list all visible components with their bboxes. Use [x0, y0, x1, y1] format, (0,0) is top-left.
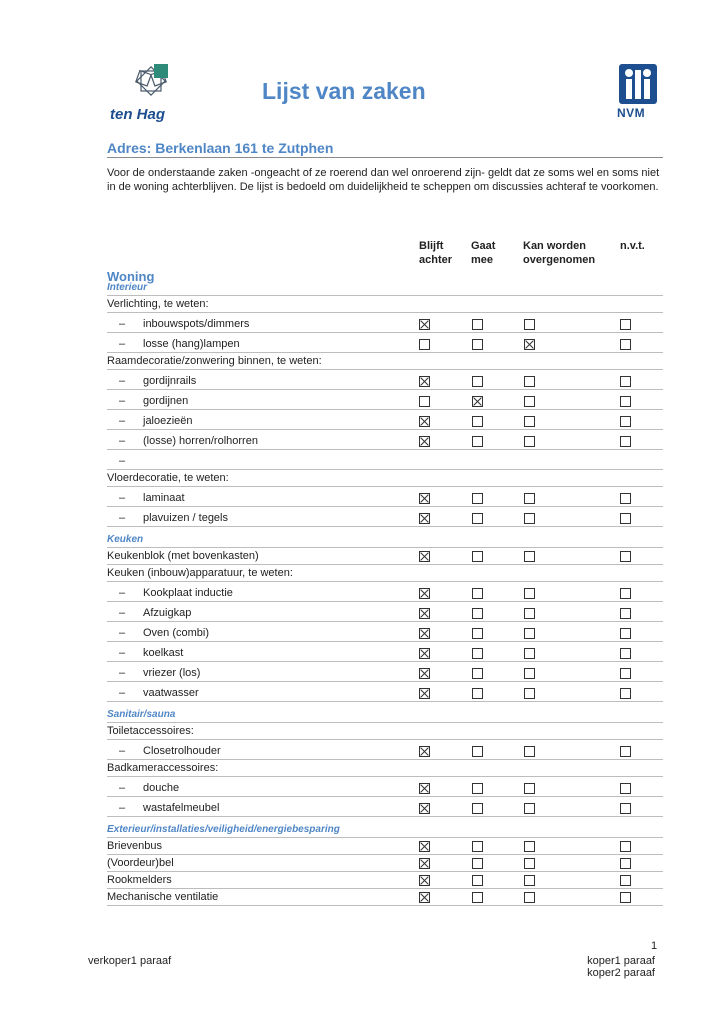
- list-dash: –: [119, 318, 126, 330]
- row-label: Afzuigkap: [143, 607, 192, 619]
- nvm-brand-text: NVM: [617, 106, 646, 120]
- brand-name: ten Hag: [110, 106, 166, 123]
- checkbox-unchecked[interactable]: [620, 875, 631, 886]
- checkbox-unchecked[interactable]: [472, 436, 483, 447]
- list-dash: –: [119, 395, 126, 407]
- checkbox-checked[interactable]: [419, 648, 430, 659]
- table-row: [107, 776, 663, 797]
- table-row: [107, 506, 663, 527]
- list-dash: –: [119, 415, 126, 427]
- address-heading: Adres: Berkenlaan 161 te Zutphen: [107, 140, 334, 156]
- row-label: Keuken: [107, 534, 144, 545]
- table-row: [107, 601, 663, 622]
- checkbox-unchecked[interactable]: [472, 588, 483, 599]
- table-row: [107, 661, 663, 682]
- list-dash: –: [119, 627, 126, 639]
- checkbox-unchecked[interactable]: [620, 803, 631, 814]
- checkbox-unchecked[interactable]: [524, 551, 535, 562]
- intro-text: Voor de onderstaande zaken -ongeacht of ze roerend dan wel onroerend zijn- geldt dat ze soms wel en soms niet in de woning achterblijven. De lijst is bedoeld om duidelijkheid te scheppen om discussies achteraf te voorkomen.: [107, 167, 660, 193]
- row-label: Closetrolhouder: [143, 745, 221, 757]
- row-label: Sanitair/sauna: [107, 709, 176, 720]
- footer-seller-initials: verkoper1 paraaf: [88, 955, 172, 967]
- checkbox-unchecked[interactable]: [419, 396, 430, 407]
- column-header-line1: Blijft: [419, 240, 444, 252]
- table-row: [107, 389, 663, 410]
- list-dash: –: [119, 687, 126, 699]
- row-label: laminaat: [143, 492, 185, 504]
- table-row: [107, 641, 663, 662]
- checkbox-unchecked[interactable]: [620, 746, 631, 757]
- checkbox-checked[interactable]: [419, 416, 430, 427]
- column-header-line1: Gaat: [471, 240, 496, 252]
- nvm-logo-icon: [619, 64, 657, 104]
- row-label: douche: [143, 782, 180, 794]
- checkbox-unchecked[interactable]: [472, 339, 483, 350]
- checkbox-checked[interactable]: [419, 688, 430, 699]
- checkbox-checked[interactable]: [419, 493, 430, 504]
- checkbox-unchecked[interactable]: [524, 668, 535, 679]
- table-row: [107, 312, 663, 333]
- column-header-kan-worden-overgenomen: [523, 240, 595, 267]
- checkbox-unchecked[interactable]: [524, 746, 535, 757]
- checkbox-checked[interactable]: [419, 551, 430, 562]
- checkbox-unchecked[interactable]: [472, 416, 483, 427]
- page-number: 1: [651, 940, 658, 952]
- checkbox-unchecked[interactable]: [620, 688, 631, 699]
- checkbox-unchecked[interactable]: [524, 648, 535, 659]
- checkbox-unchecked[interactable]: [620, 892, 631, 903]
- table-row: [107, 796, 663, 817]
- table-row: [107, 564, 663, 582]
- checkbox-unchecked[interactable]: [524, 588, 535, 599]
- checkbox-unchecked[interactable]: [524, 416, 535, 427]
- checkbox-unchecked[interactable]: [524, 875, 535, 886]
- checkbox-unchecked[interactable]: [524, 803, 535, 814]
- column-header-line2: achter: [419, 253, 453, 266]
- footer-buyer1-initials: koper1 paraaf: [587, 955, 655, 967]
- checkbox-unchecked[interactable]: [472, 319, 483, 330]
- checkbox-unchecked[interactable]: [620, 493, 631, 504]
- row-label: koelkast: [143, 647, 184, 659]
- table-row: [107, 449, 663, 470]
- column-header-line2: mee: [471, 253, 494, 266]
- table-row: [107, 759, 663, 777]
- column-header-gaat-mee: [471, 240, 495, 267]
- table-row: [107, 486, 663, 507]
- checkbox-unchecked[interactable]: [472, 841, 483, 852]
- row-label: wastafelmeubel: [143, 802, 220, 814]
- checkbox-unchecked[interactable]: [620, 319, 631, 330]
- row-label: inbouwspots/dimmers: [143, 318, 250, 330]
- list-dash: –: [119, 435, 126, 447]
- table-row: [107, 332, 663, 353]
- table-row: [107, 739, 663, 760]
- checkbox-unchecked[interactable]: [472, 875, 483, 886]
- row-label: Rookmelders: [107, 874, 172, 886]
- row-label: vriezer (los): [143, 667, 201, 679]
- row-label: losse (hang)lampen: [143, 338, 240, 350]
- row-label: Vloerdecoratie, te weten:: [107, 472, 229, 484]
- column-header-line1: Kan worden: [523, 240, 586, 252]
- checkbox-checked[interactable]: [419, 803, 430, 814]
- row-label: Toiletaccessoires:: [107, 725, 194, 737]
- row-label: vaatwasser: [143, 687, 199, 699]
- checkbox-unchecked[interactable]: [524, 436, 535, 447]
- checkbox-checked[interactable]: [419, 628, 430, 639]
- list-dash: –: [119, 802, 126, 814]
- checkbox-checked[interactable]: [472, 396, 483, 407]
- checkbox-checked[interactable]: [419, 436, 430, 447]
- checkbox-unchecked[interactable]: [472, 858, 483, 869]
- row-label: Kookplaat inductie: [143, 587, 233, 599]
- checkbox-checked[interactable]: [419, 513, 430, 524]
- row-label: Mechanische ventilatie: [107, 891, 219, 903]
- checkbox-checked[interactable]: [419, 668, 430, 679]
- checkbox-unchecked[interactable]: [524, 396, 535, 407]
- row-label: Keukenblok (met bovenkasten): [107, 550, 259, 562]
- list-dash: –: [119, 587, 126, 599]
- checkbox-unchecked[interactable]: [620, 396, 631, 407]
- checkbox-unchecked[interactable]: [524, 513, 535, 524]
- checkbox-unchecked[interactable]: [524, 493, 535, 504]
- checkbox-unchecked[interactable]: [620, 436, 631, 447]
- row-label: Oven (combi): [143, 627, 210, 639]
- checkbox-unchecked[interactable]: [620, 339, 631, 350]
- footer-buyer2-initials: koper2 paraaf: [587, 967, 655, 979]
- column-header-line1: n.v.t.: [620, 240, 645, 252]
- checkbox-unchecked[interactable]: [472, 746, 483, 757]
- checkbox-unchecked[interactable]: [620, 376, 631, 387]
- checkbox-unchecked[interactable]: [524, 319, 535, 330]
- column-header-line2: overgenomen: [523, 253, 596, 266]
- checkbox-unchecked[interactable]: [472, 493, 483, 504]
- checkbox-checked[interactable]: [419, 875, 430, 886]
- table-row: [107, 369, 663, 390]
- checkbox-checked[interactable]: [419, 892, 430, 903]
- row-label: Interieur: [107, 282, 148, 293]
- table-row: [107, 547, 663, 565]
- table-row: [107, 621, 663, 642]
- table-row: [107, 871, 663, 889]
- address-divider: [107, 157, 663, 158]
- list-dash: –: [119, 455, 126, 467]
- checkbox-unchecked[interactable]: [472, 783, 483, 794]
- checkbox-unchecked[interactable]: [472, 648, 483, 659]
- checkbox-unchecked[interactable]: [472, 513, 483, 524]
- checkbox-unchecked[interactable]: [524, 783, 535, 794]
- checkbox-unchecked[interactable]: [472, 551, 483, 562]
- checkbox-checked[interactable]: [419, 588, 430, 599]
- checkbox-checked[interactable]: [419, 319, 430, 330]
- checkbox-unchecked[interactable]: [620, 841, 631, 852]
- row-label: gordijnrails: [143, 375, 197, 387]
- checkbox-unchecked[interactable]: [524, 688, 535, 699]
- list-dash: –: [119, 667, 126, 679]
- checkbox-checked[interactable]: [419, 746, 430, 757]
- row-label: Verlichting, te weten:: [107, 298, 209, 310]
- checkbox-unchecked[interactable]: [472, 376, 483, 387]
- table-row: [107, 581, 663, 602]
- checkbox-checked[interactable]: [419, 376, 430, 387]
- checkbox-unchecked[interactable]: [472, 668, 483, 679]
- checkbox-unchecked[interactable]: [620, 628, 631, 639]
- list-dash: –: [119, 492, 126, 504]
- checkbox-unchecked[interactable]: [620, 513, 631, 524]
- list-dash: –: [119, 512, 126, 524]
- column-header-blijft-achter: [419, 240, 452, 267]
- checkbox-unchecked[interactable]: [524, 628, 535, 639]
- table-row: [107, 409, 663, 430]
- checkbox-unchecked[interactable]: [524, 608, 535, 619]
- table-row: [107, 681, 663, 702]
- checkbox-unchecked[interactable]: [620, 858, 631, 869]
- row-label: jaloezieën: [143, 415, 193, 427]
- checkbox-unchecked[interactable]: [524, 858, 535, 869]
- checkbox-unchecked[interactable]: [419, 339, 430, 350]
- table-row: [107, 295, 663, 313]
- checkbox-unchecked[interactable]: [620, 648, 631, 659]
- checkbox-checked[interactable]: [419, 783, 430, 794]
- row-label: gordijnen: [143, 395, 189, 407]
- table-row: [107, 429, 663, 450]
- table-row: [107, 837, 663, 855]
- row-label: Badkameraccessoires:: [107, 762, 219, 774]
- checkbox-checked[interactable]: [419, 608, 430, 619]
- nvm-logo: [619, 64, 657, 104]
- table-row: [107, 469, 663, 487]
- table-row: [107, 722, 663, 740]
- checkbox-unchecked[interactable]: [472, 608, 483, 619]
- checkbox-unchecked[interactable]: [620, 416, 631, 427]
- table-row: [107, 854, 663, 872]
- checkbox-unchecked[interactable]: [524, 841, 535, 852]
- row-label: (losse) horren/rolhorren: [143, 435, 258, 447]
- list-dash: –: [119, 782, 126, 794]
- table-row: [107, 888, 663, 906]
- checkbox-unchecked[interactable]: [620, 783, 631, 794]
- section-title-woning: Woning: [107, 269, 155, 284]
- page-title: Lijst van zaken: [262, 78, 426, 104]
- checkbox-checked[interactable]: [419, 841, 430, 852]
- checkbox-unchecked[interactable]: [472, 628, 483, 639]
- checkbox-unchecked[interactable]: [472, 688, 483, 699]
- checkbox-unchecked[interactable]: [472, 892, 483, 903]
- list-dash: –: [119, 745, 126, 757]
- list-dash: –: [119, 647, 126, 659]
- table-row: [107, 352, 663, 370]
- row-label: Exterieur/installaties/veiligheid/energiebesparing: [107, 824, 340, 835]
- list-dash: –: [119, 607, 126, 619]
- row-label: Keuken (inbouw)apparatuur, te weten:: [107, 567, 293, 579]
- column-header-nvt: [620, 240, 645, 254]
- checkbox-unchecked[interactable]: [620, 588, 631, 599]
- row-label: Raamdecoratie/zonwering binnen, te weten:: [107, 355, 322, 367]
- checkbox-checked[interactable]: [419, 858, 430, 869]
- row-label: Brievenbus: [107, 840, 163, 852]
- row-label: plavuizen / tegels: [143, 512, 228, 524]
- checkbox-unchecked[interactable]: [620, 668, 631, 679]
- checkbox-unchecked[interactable]: [472, 803, 483, 814]
- ten-hag-logo: [128, 58, 174, 104]
- checkbox-unchecked[interactable]: [524, 376, 535, 387]
- checkbox-checked[interactable]: [524, 339, 535, 350]
- checkbox-unchecked[interactable]: [524, 892, 535, 903]
- checkbox-unchecked[interactable]: [620, 551, 631, 562]
- row-label: (Voordeur)bel: [107, 857, 174, 869]
- checkbox-unchecked[interactable]: [620, 608, 631, 619]
- ten-hag-logo-icon: [128, 58, 174, 104]
- list-dash: –: [119, 338, 126, 350]
- list-dash: –: [119, 375, 126, 387]
